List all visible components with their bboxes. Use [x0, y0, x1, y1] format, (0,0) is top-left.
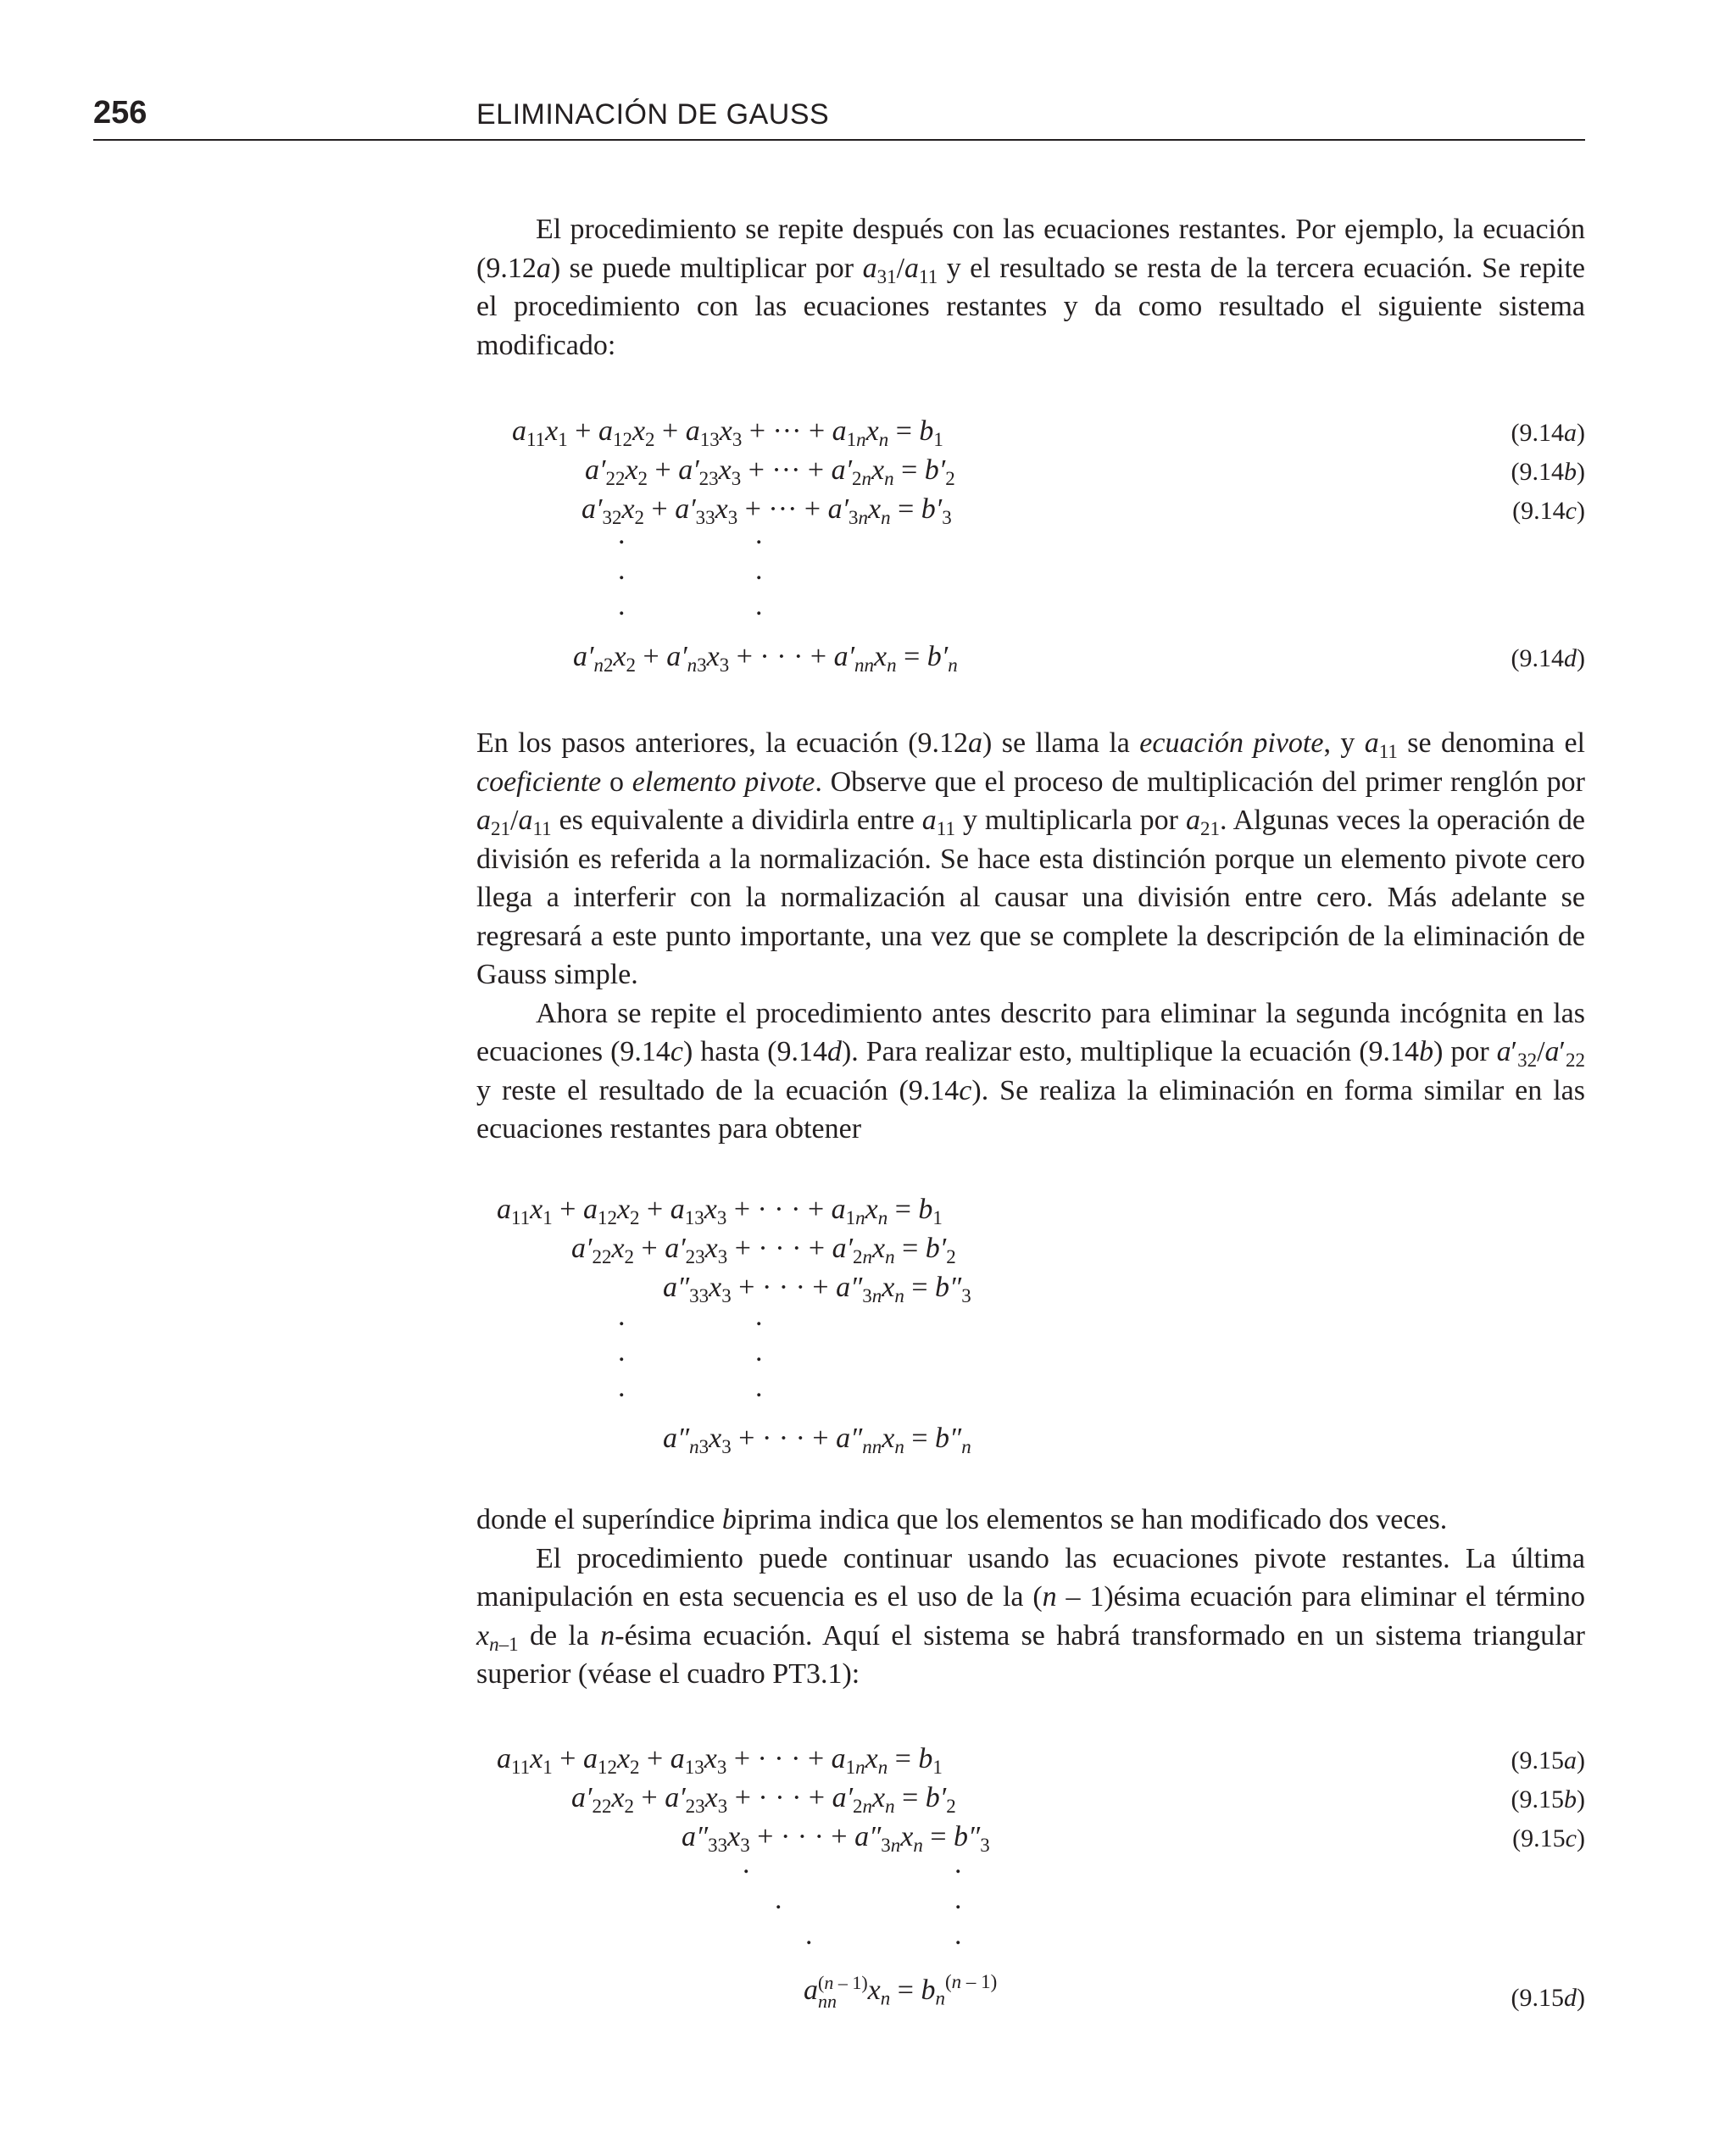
vertical-ellipsis: .	[755, 1336, 763, 1367]
equation-number-9-14b: (9.14b)	[1511, 458, 1585, 486]
diagonal-ellipsis: .	[805, 1919, 813, 1951]
vertical-ellipsis: .	[755, 1372, 763, 1403]
equation-number-9-15a: (9.15a)	[1511, 1746, 1585, 1774]
equation-row-1: $a_{11}x_1 + a_{12}x_2 + a_{13}x_3$ + · · · + $a_{1n}x_n = b_1$	[497, 1194, 943, 1228]
paragraph-2-text: En los pasos anteriores, la ecuación (9.12a) se llama la ecuación pivote, y $a_{11}$ se denomina el coeficiente o elemento pivote. Observe que el proceso de multiplicación del primer renglón por $a_{21}/a_{11}$ es equivalente a dividirla entre $a_{11}$ y multiplicarla por $a_{21}$. Algunas veces la operación de división es referida a la normalización. Se hace esta distinción porque un elemento pivote cero llega a interferir con la normalización al causar una división entre cero. Más adelante se regresará a este punto importante, una vez que se complete la descripción de la eliminación de Gauss simple.	[476, 727, 1586, 990]
paragraph-1	[476, 210, 1585, 365]
vertical-ellipsis: .	[755, 1301, 763, 1332]
equation-number-9-15d: (9.15d)	[1511, 1984, 1585, 2012]
vertical-ellipsis: .	[954, 1884, 962, 1915]
vertical-ellipsis: .	[618, 519, 626, 550]
paragraph-4	[476, 1501, 1585, 1694]
equation-9-15d: a (n – 1) nn $x_n = b_n^{(n - 1)}$	[804, 1971, 998, 2012]
paragraph-5-text: El procedimiento puede continuar usando las ecuaciones pivote restantes. La última manipulación en esta secuencia es el uso de la (n – 1)ésima ecuación para eliminar el término $x_{n-1}$ de la n-ésima ecuación. Aquí el sistema se habrá transformado en un sistema triangular superior (véase el cuadro PT3.1):	[476, 1542, 1585, 1690]
vertical-ellipsis: .	[755, 590, 763, 621]
equation-row-2: $a'_{22}x_2 + a'_{23}x_3$ + · · · + $a'_{2n}x_n = b'_2$	[571, 1233, 956, 1267]
equation-9-14b: $a'_{22}x_2 + a'_{23}x_3$ + ··· + $a'_{2n}x_n = b'_2$	[585, 454, 955, 489]
vertical-ellipsis: .	[755, 519, 763, 550]
equation-9-15a: $a_{11}x_1 + a_{12}x_2 + a_{13}x_3$ + · · · + $a_{1n}x_n = b_1$	[497, 1743, 943, 1778]
equation-9-14c: $a'_{32}x_2 + a'_{33}x_3$ + ··· + $a'_{3n}x_n = b'_3$	[581, 493, 952, 528]
equation-number-9-14c: (9.14c)	[1512, 497, 1585, 525]
equation-number-9-14d: (9.14d)	[1511, 644, 1585, 672]
equation-9-15c: $a''_{33}x_3$ + · · · + $a''_{3n}x_n = b''_3$	[682, 1821, 990, 1856]
page-number: 256	[93, 95, 147, 131]
paragraph-4-text: donde el superíndice biprima indica que los elementos se han modificado dos veces.	[476, 1504, 1448, 1535]
vertical-ellipsis: .	[954, 1848, 962, 1880]
equation-row-n: $a''_{n3}x_3$ + · · · + $a''_{nn}x_n = b''_n$	[663, 1423, 971, 1457]
vertical-ellipsis: .	[755, 554, 763, 586]
vertical-ellipsis: .	[618, 554, 626, 586]
equation-9-14a: $a_{11}x_1 + a_{12}x_2 + a_{13}x_3$ + ··· + $a_{1n}x_n = b_1$	[512, 415, 943, 450]
equation-number-9-15b: (9.15b)	[1511, 1785, 1585, 1813]
diagonal-ellipsis: .	[743, 1848, 750, 1880]
paragraph-1-text: El procedimiento se repite después con las ecuaciones restantes. Por ejemplo, la ecuación (9.12a) se puede multiplicar por $a_{31}/a_{11}$ y el resultado se resta de la tercera ecuación. Se repite el procedimiento con las ecuaciones restantes y da como resultado el siguiente sistema modificado:	[476, 214, 1585, 361]
equation-number-9-14a: (9.14a)	[1511, 419, 1585, 447]
paragraph-2	[476, 724, 1585, 1149]
vertical-ellipsis: .	[618, 590, 626, 621]
equation-9-15b: $a'_{22}x_2 + a'_{23}x_3$ + · · · + $a'_{2n}x_n = b'_2$	[571, 1782, 956, 1817]
equation-9-14d: $a'_{n2}x_2 + a'_{n3}x_3$ + · · · + $a'_{nn}x_n = b'_n$	[573, 641, 958, 676]
vertical-ellipsis: .	[954, 1919, 962, 1951]
equation-number-9-15c: (9.15c)	[1512, 1824, 1585, 1852]
vertical-ellipsis: .	[618, 1336, 626, 1367]
vertical-ellipsis: .	[618, 1301, 626, 1332]
running-title: ELIMINACIÓN DE GAUSS	[476, 98, 830, 131]
paragraph-3-text: Ahora se repite el procedimiento antes descrito para eliminar la segunda incógnita en las ecuaciones (9.14c) hasta (9.14d). Para realizar esto, multiplique la ecuación (9.14b) por $a'_{32}/a'_{22}$ y reste el resultado de la ecuación (9.14c). Se realiza la eliminación en forma similar en las ecuaciones restantes para obtener	[476, 997, 1585, 1145]
equation-row-3: $a''_{33}x_3$ + · · · + $a''_{3n}x_n = b''_3$	[663, 1272, 971, 1306]
page-header	[93, 95, 1585, 141]
diagonal-ellipsis: .	[775, 1884, 782, 1915]
vertical-ellipsis: .	[618, 1372, 626, 1403]
